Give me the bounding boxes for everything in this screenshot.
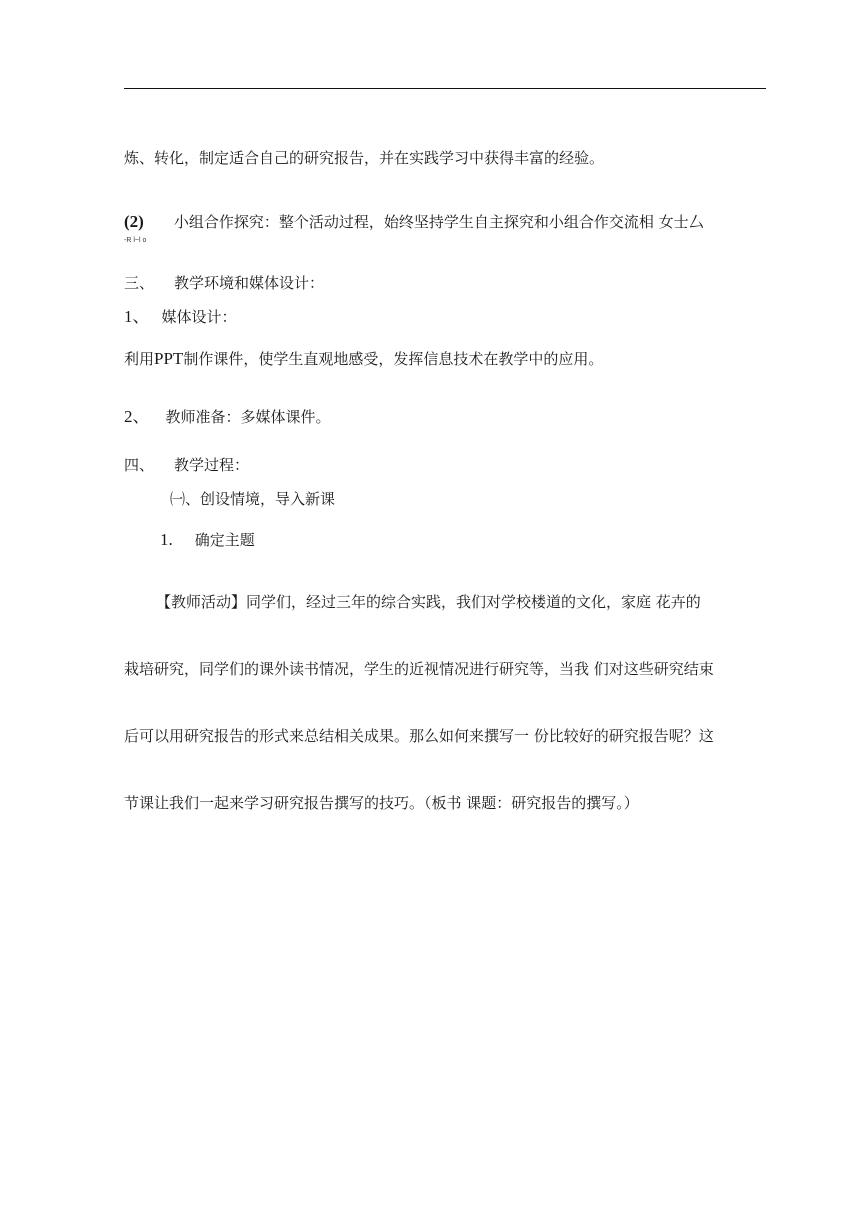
section-heading-4	[124, 455, 249, 475]
subheading-text: 教师准备：多媒体课件。	[165, 408, 331, 426]
paragraph-continuation: 炼、转化，制定适合自己的研究报告，并在实践学习中获得丰富的经验。	[124, 149, 605, 167]
ppt-term: PPT	[154, 349, 184, 368]
step-title: 确定主题	[194, 531, 255, 549]
subheading-marker: 1、	[124, 307, 150, 326]
subheading-marker: 2、	[124, 407, 150, 426]
body-text-pre: 利用	[124, 350, 155, 368]
teacher-activity-line-2: 栽培研究，同学们的课外读书情况，学生的近视情况进行研究等，当我 们对这些研究结束	[124, 660, 714, 678]
section-marker: 三、	[124, 274, 155, 292]
subheading-2	[124, 407, 331, 427]
body-text-post: 制作课件，使学生直观地感受，发挥信息技术在教学中的应用。	[183, 350, 604, 368]
section-heading-3	[124, 273, 324, 293]
media-design-body	[124, 349, 603, 369]
item-number: (2)	[124, 212, 144, 231]
header-rule	[124, 88, 766, 89]
item-text: 小组合作探究：整个活动过程，始终坚持学生自主探究和小组合作交流相 女士厶	[173, 213, 704, 231]
numbered-item-2	[124, 212, 704, 232]
garbled-tail-text: -R l~l o	[124, 237, 147, 244]
step-1	[160, 530, 255, 550]
section-marker: 四、	[124, 456, 155, 474]
step-marker: 1.	[160, 530, 173, 549]
subheading-1	[124, 307, 237, 327]
section-title: 教学过程：	[174, 456, 250, 474]
subsection-1: ㈠、创设情境，导入新课	[170, 490, 336, 508]
teacher-activity-line-1: 【教师活动】同学们，经过三年的综合实践，我们对学校楼道的文化，家庭 花卉的	[156, 593, 701, 611]
subheading-title: 媒体设计：	[161, 308, 237, 326]
section-title: 教学环境和媒体设计：	[174, 274, 325, 292]
teacher-activity-line-4: 节课让我们一起来学习研究报告撰写的技巧。（板书 课题：研究报告的撰写。）	[124, 794, 639, 812]
teacher-activity-line-3: 后可以用研究报告的形式来总结相关成果。那么如何来撰写一 份比较好的研究报告呢？这	[124, 727, 714, 745]
